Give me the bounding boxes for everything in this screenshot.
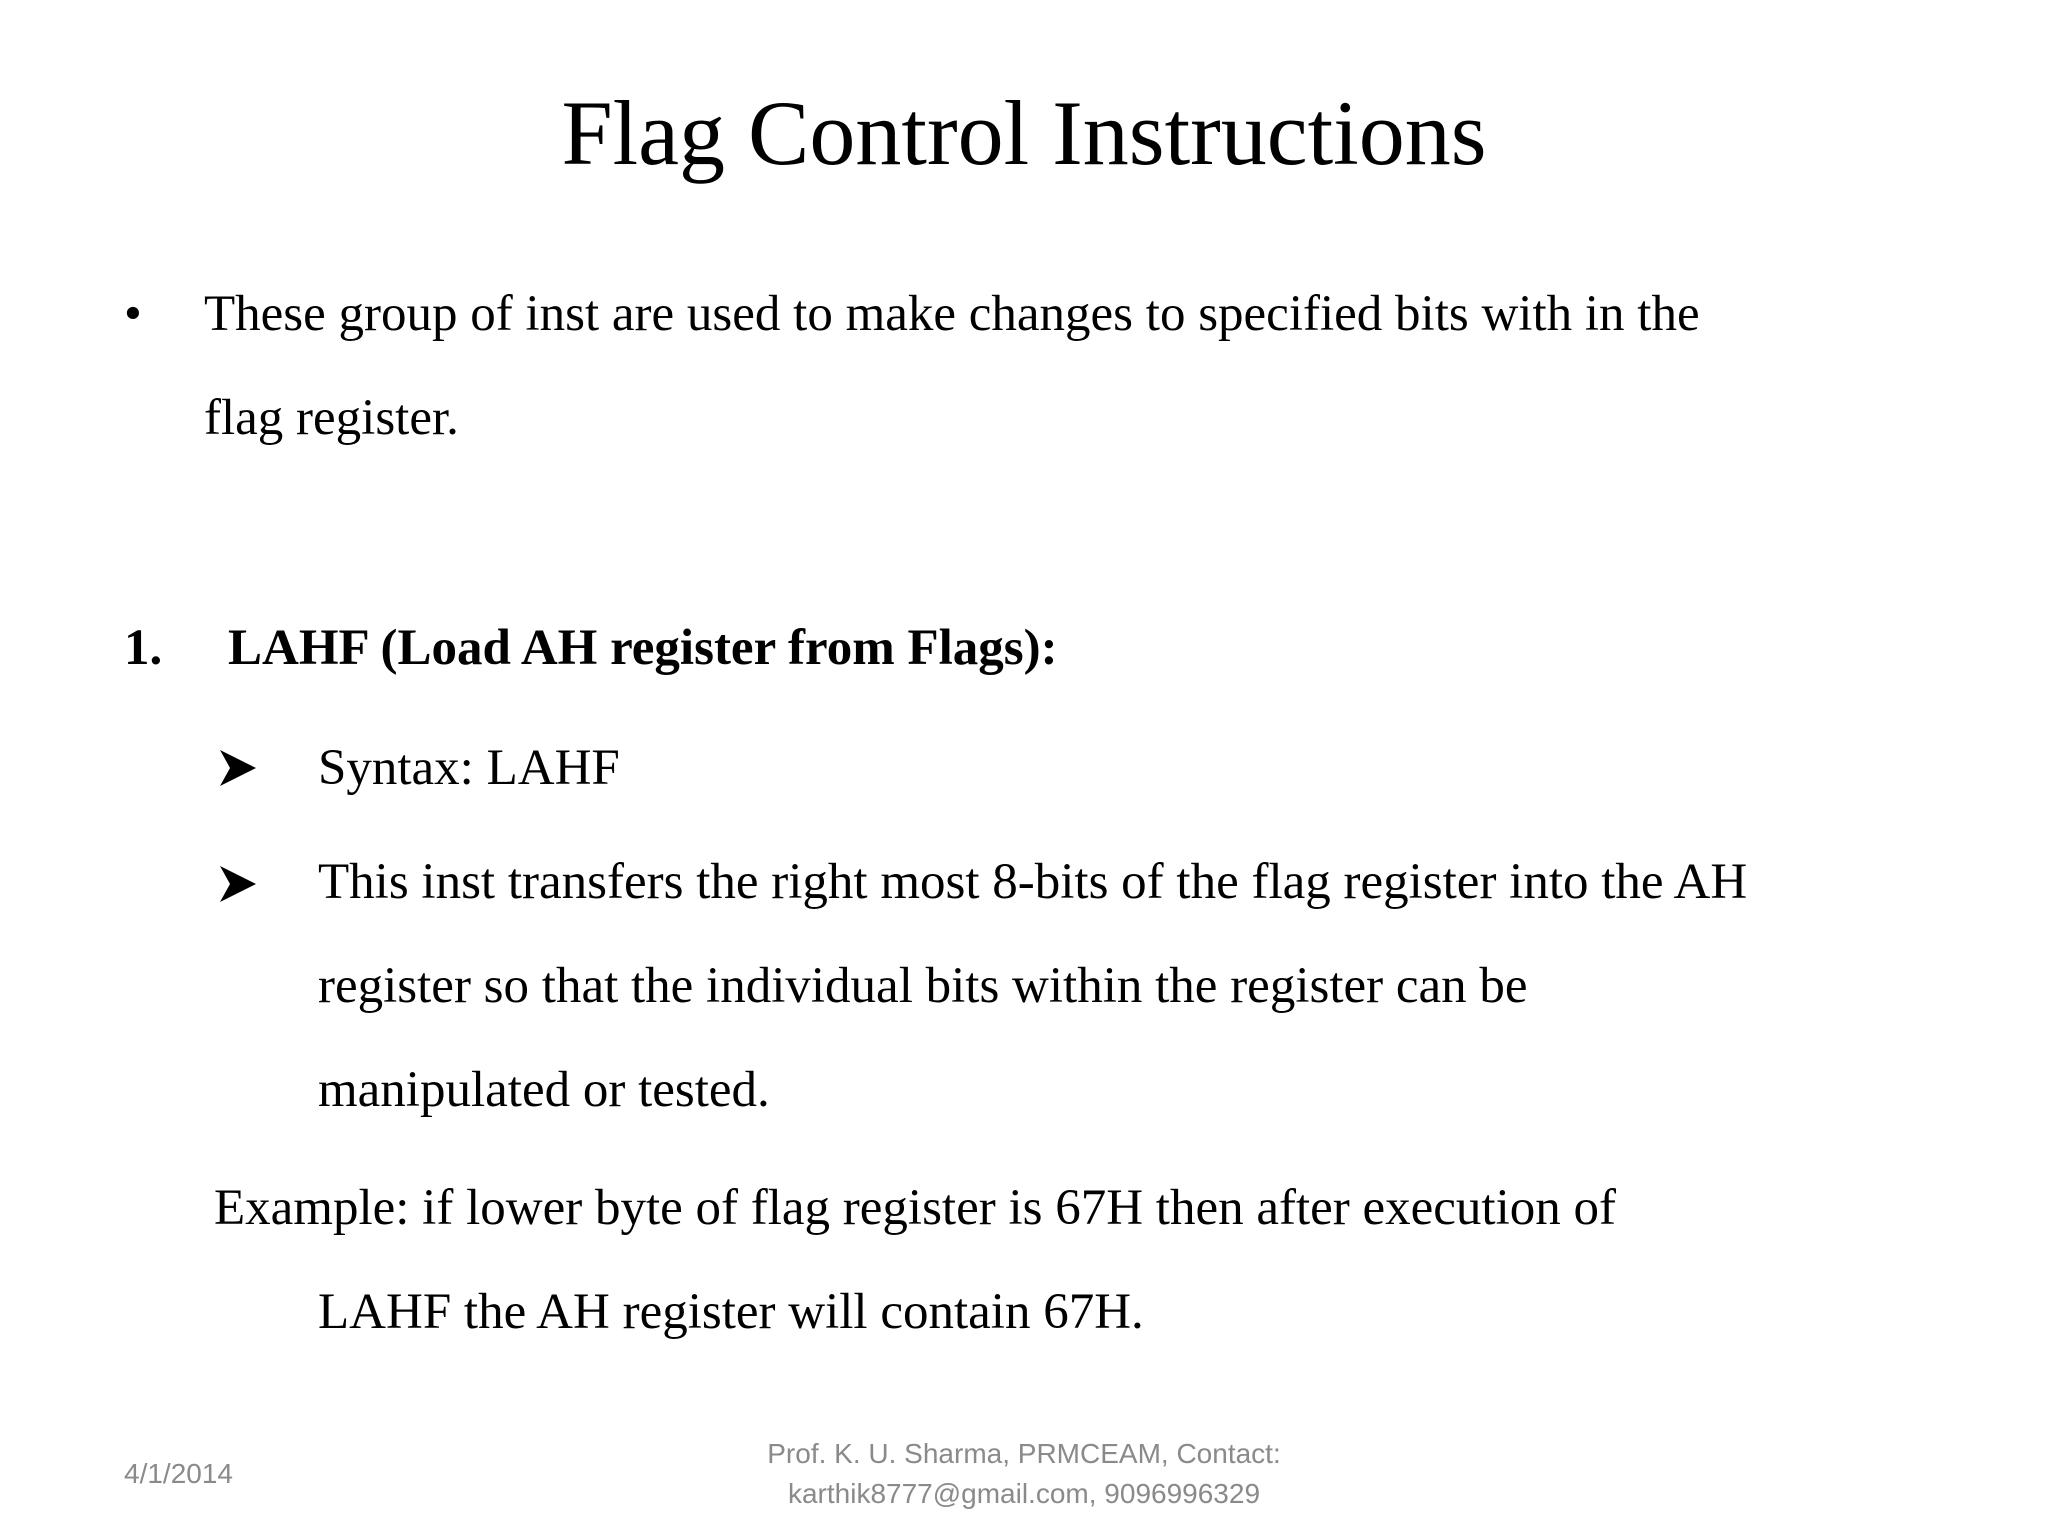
footer-date: 4/1/2014	[124, 1458, 233, 1489]
description-point	[318, 830, 1747, 1142]
item-heading: LAHF (Load AH register from Flags):	[228, 620, 1058, 676]
bullet-line-1: These group of inst are used to make changes to specified bits with in the	[204, 286, 1700, 342]
footer-author-line-1: Prof. K. U. Sharma, PRMCEAM, Contact:	[767, 1438, 1281, 1469]
footer-author	[674, 1434, 1374, 1514]
arrow-bullet-icon	[218, 864, 258, 904]
bullet-text	[204, 262, 1964, 470]
arrow-bullet-icon	[218, 748, 258, 788]
item-number: 1.	[124, 620, 163, 676]
example-line-1: Example: if lower byte of flag register is 67H then after execution of	[214, 1180, 1617, 1236]
example-line-2: LAHF the AH register will contain 67H.	[318, 1284, 1144, 1340]
description-line-3: manipulated or tested.	[318, 1062, 770, 1118]
slide-title: Flag Control Instructions	[561, 82, 1487, 184]
bullet-marker: •	[124, 286, 142, 342]
bullet-line-2: flag register.	[204, 390, 459, 446]
syntax-point: Syntax: LAHF	[318, 740, 620, 796]
description-line-1: This inst transfers the right most 8-bits of the flag register into the AH	[318, 854, 1748, 910]
footer-author-line-2: karthik8777@gmail.com, 9096996329	[787, 1478, 1261, 1509]
description-line-2: register so that the individual bits within the register can be	[318, 958, 1528, 1014]
